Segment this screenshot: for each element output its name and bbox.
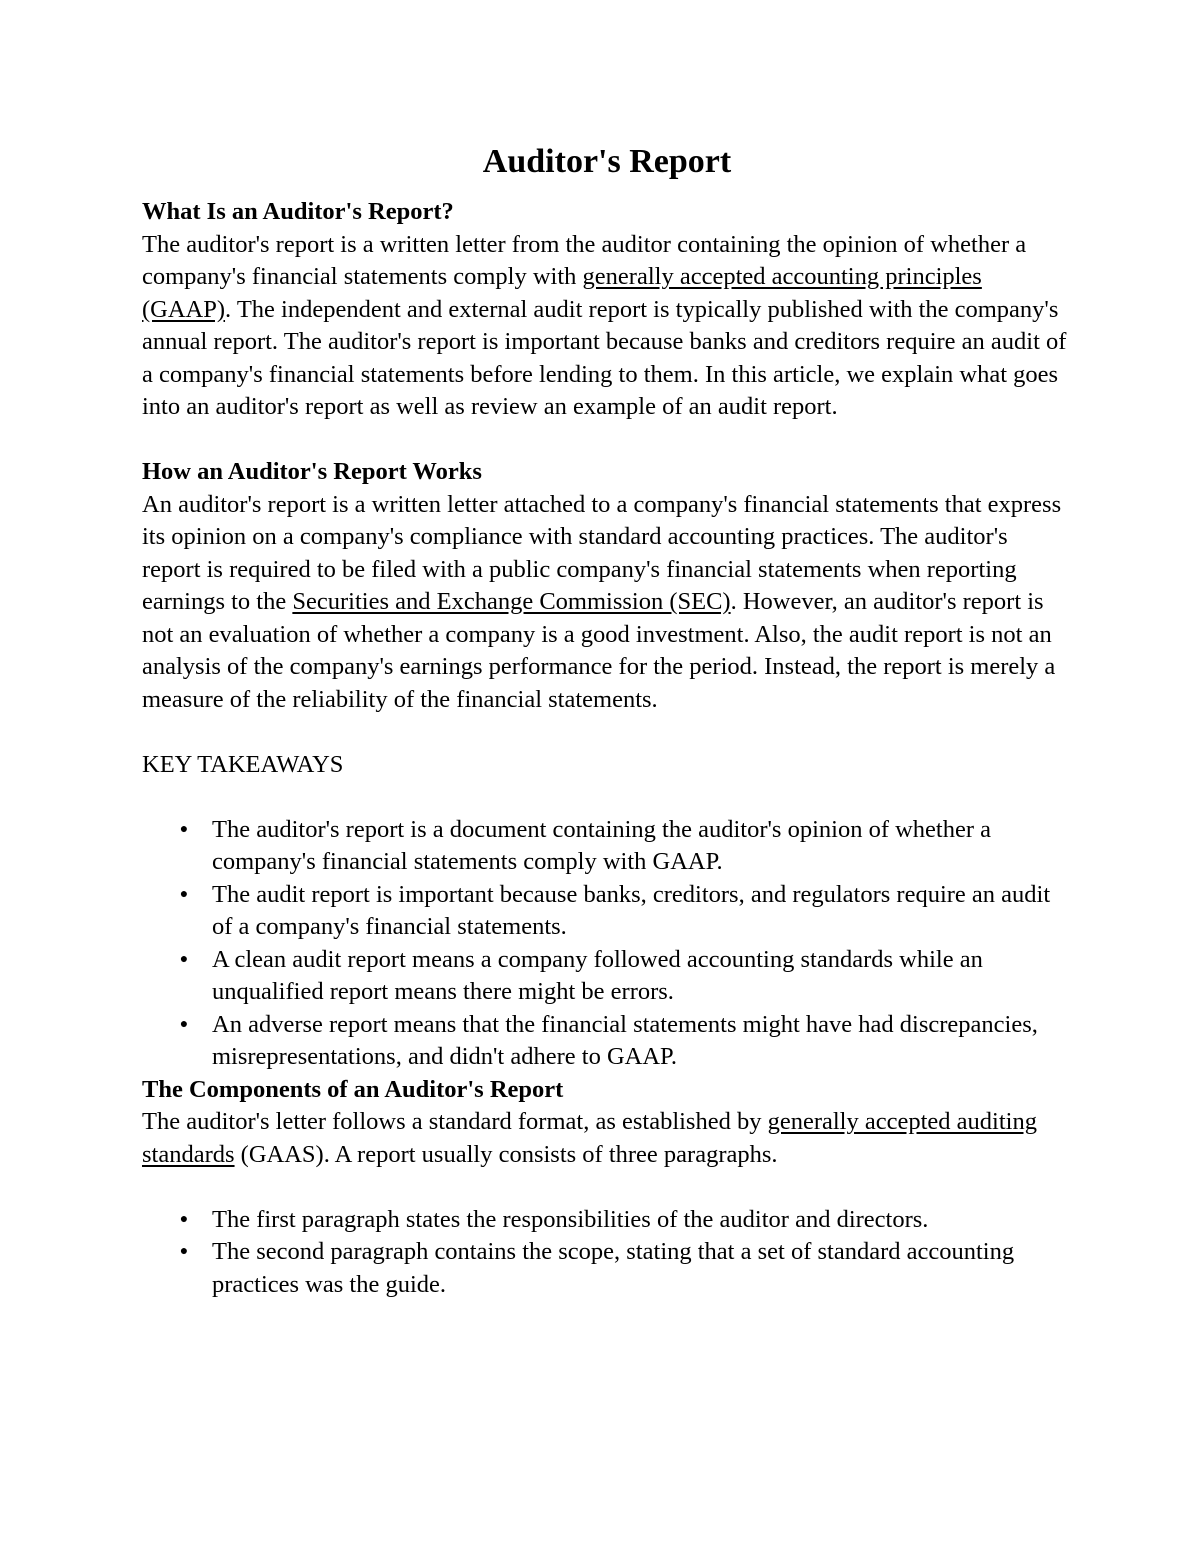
section-paragraph-components: [142, 1106, 1072, 1171]
paragraph-text: The auditor's letter follows a standard format, as established by: [142, 1108, 768, 1135]
spacer: [142, 781, 1072, 814]
list-item-text: The first paragraph states the responsibilities of the auditor and directors.: [212, 1205, 929, 1233]
bullet-icon: ●: [179, 886, 189, 902]
document-title: Auditor's Report: [482, 143, 732, 180]
section-heading-how-it-works: How an Auditor's Report Works: [142, 458, 482, 485]
list-item-text: The auditor's report is a document containing the auditor's opinion of whether a company's financial statements comply with GAAP.: [212, 815, 992, 875]
list-item: [179, 1236, 1072, 1301]
paragraph-text: An auditor's report is a written letter attached to a company's financial statements that express its opinion on a company's compliance with standard accounting practices. The auditor's report is required to be filed with a public company's financial statements when reporting earnings to the: [142, 490, 1062, 615]
sec-link[interactable]: Securities and Exchange Commission (SEC): [292, 588, 731, 615]
components-list: [142, 1204, 1072, 1302]
gaas-link[interactable]: generally accepted auditing standards: [142, 1108, 1037, 1168]
list-item: [179, 1009, 1072, 1074]
spacer: [142, 1171, 1072, 1204]
bullet-icon: ●: [179, 1244, 189, 1259]
bullet-icon: ●: [179, 1211, 189, 1227]
list-item-text: An adverse report means that the financial statements might have had discrepancies, misrepresentations, and didn't adhere to GAAP.: [212, 1010, 1038, 1070]
bullet-icon: ●: [179, 821, 189, 837]
list-item: [179, 944, 1072, 1009]
list-item: [179, 1204, 1072, 1237]
key-takeaways-list: [142, 814, 1072, 1074]
paragraph-text: (GAAS). A report usually consists of three paragraphs.: [234, 1140, 778, 1168]
paragraph-text: . The independent and external audit report is typically published with the company's annual report. The auditor's report is important because banks and creditors require an audit of a company's financial statements before lending to them. In this article, we explain what goes into an auditor's report as well as review an example of an audit report.: [142, 295, 1067, 420]
bullet-icon: ●: [179, 951, 189, 967]
paragraph-text: . However, an auditor's report is not an evaluation of whether a company is a good investment. Also, the audit report is not an analysis of the company's earnings performance for the period. Instead, the report is merely a measure of the reliability of the financial statements.: [142, 588, 1056, 713]
key-takeaways-label: KEY TAKEAWAYS: [142, 750, 344, 778]
list-item: [179, 814, 1072, 879]
list-item-text: The second paragraph contains the scope, stating that a set of standard accounting practices was the guide.: [212, 1238, 1015, 1298]
document-page: [142, 140, 1072, 1301]
section-heading-components: The Components of an Auditor's Report: [142, 1075, 564, 1103]
gaap-link[interactable]: generally accepted accounting principles (GAAP): [142, 263, 982, 323]
paragraph-text: The auditor's report is a written letter from the auditor containing the opinion of whether a company's financial statements comply with: [142, 230, 1027, 290]
list-item-text: A clean audit report means a company followed accounting standards while an unqualified report means there might be errors.: [212, 945, 983, 1005]
spacer: [142, 716, 1072, 749]
spacer: [142, 424, 1072, 457]
list-item: [179, 879, 1072, 944]
bullet-icon: ●: [179, 1016, 189, 1032]
list-item-text: The audit report is important because banks, creditors, and regulators require an audit of a company's financial statements.: [212, 880, 1051, 940]
section-paragraph-how-it-works: [142, 489, 1072, 717]
section-heading-what-is: What Is an Auditor's Report?: [142, 198, 454, 225]
section-paragraph-what-is: [142, 229, 1072, 424]
